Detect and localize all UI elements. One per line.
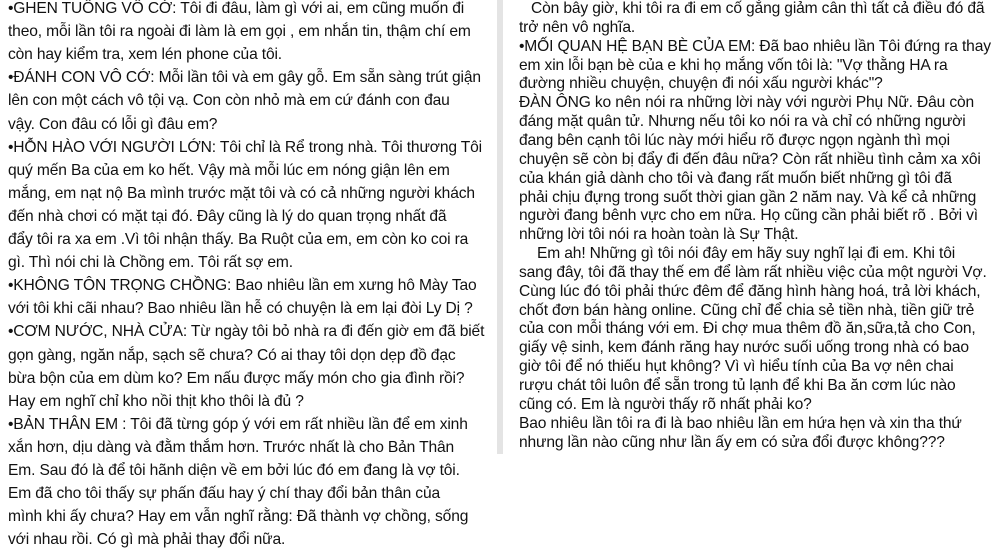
text-line: chuyện sẽ còn bị đẩy đi đến đâu nữa? Còn rất nhiều tình cảm xa xôi [519, 150, 981, 168]
text-line: của khán giả dành cho tôi và đang rất muốn biết những gì tôi đã [519, 169, 952, 187]
text-line: Bao nhiêu lần tôi ra đi là bao nhiêu lần em hứa hẹn và xin tha thứ [519, 414, 962, 432]
text-line: •ĐÁNH CON VÔ CỚ: Mỗi lần tôi và em gây gỗ. Em sẵn sàng trút giận [8, 69, 481, 87]
text-line: •HỖN HÀO VỚI NGƯỜI LỚN: Tôi chỉ là Rể trong nhà. Tôi thương Tôi [8, 138, 482, 156]
right-text-column [503, 0, 999, 454]
text-line: lên con một cách vô tội vạ. Con còn nhỏ mà em cứ đánh con đau [8, 92, 450, 110]
text-line: phải chịu đựng trong suốt thời gian gần 2 năm nay. Và kể cả những [519, 188, 977, 206]
text-line: •GHEN TUÔNG VÔ CỚ: Tôi đi đâu, làm gì với ai, em cũng muốn đi [8, 0, 465, 17]
text-line: đẩy tôi ra xa em .Vì tôi nhận thấy. Ba Ruột của em, em còn ko coi ra [8, 231, 469, 248]
text-line: giờ tôi để nó thiếu hụt không? Vì vì hiểu tính của Ba vợ nên chai [519, 358, 954, 376]
text-line: theo, mỗi lần tôi ra ngoài đi làm là em gọi , em nhắn tin, thậm chí em [8, 23, 471, 41]
text-line: Cùng lúc đó tôi phải thức đêm để đăng hình hàng hoá, trả lời khách, [519, 282, 981, 300]
text-line: rượu chát tôi luôn để sẵn trong tủ lạnh để khi Ba ăn cơm lúc nào [519, 377, 956, 394]
text-line: Hay em nghĩ chỉ kho nồi thịt kho thôi là đủ ? [8, 392, 304, 410]
text-line: vậy. Con đâu có lỗi gì đâu em? [8, 115, 218, 133]
text-line: đang bên cạnh tôi lúc này mới hiểu rõ được ngọn ngành thì mọi [519, 131, 950, 149]
text-line: với nhau rồi. Có gì mà phải thay đổi nữa. [8, 531, 286, 549]
text-line: còn hay kiểm tra, xem lén phone của tôi. [8, 46, 282, 64]
text-line: với tôi khi cãi nhau? Bao nhiêu lần hễ có chuyện là em lại đòi Ly Dị ? [8, 300, 473, 318]
text-line: bừa bộn của em dùm ko? Em nấu được mấy món cho gia đình rồi? [8, 369, 465, 387]
text-line: Em. Sau đó là để tôi hãnh diện về em bởi lúc đó em đang là vợ tôi. [8, 462, 460, 479]
text-line: nhưng lần nào cũng như lần ấy em có sửa đổi được không??? [519, 433, 945, 451]
text-line: chốt đơn bán hàng online. Cũng chỉ để chia sẻ tiền nhà, tiền giữ trẻ [519, 301, 975, 319]
text-line: đến nhà chơi có mặt tại đó. Đây cũng là lý do quan trọng nhất đã [8, 207, 447, 225]
text-line: những lời tôi nói ra hoàn toàn là Sự Thật. [519, 226, 799, 244]
text-line: người đang bênh vực cho em nữa. Họ cũng cần phải biết rõ . Bởi vì [519, 207, 978, 225]
text-line: cũng có. Em là người thấy rõ nhất phải ko? [519, 395, 812, 413]
text-line: •BẢN THÂN EM : Tôi đã từng góp ý với em rất nhiều lần để em xinh [8, 415, 468, 433]
text-line: •CƠM NƯỚC, NHÀ CỬA: Từ ngày tôi bỏ nhà ra đi đến giờ em đã biết [8, 323, 485, 341]
text-line: gì. Thì nói chi là Chồng em. Tôi rất sợ em. [8, 254, 293, 272]
text-line: mình khi ấy chưa? Hay em vẫn nghĩ rằng: Đã thành vợ chồng, sống [8, 508, 469, 526]
text-line: mắng, em nạt nộ Ba mình trước mặt tôi và có cả những người khách [8, 184, 475, 202]
text-line: •MỐI QUAN HỆ BẠN BÈ CỦA EM: Đã bao nhiêu lần Tôi đứng ra thay [519, 37, 991, 55]
text-line: gọn gàng, ngăn nắp, sạch sẽ chưa? Có ai thay tôi dọn dẹp đồ đạc [8, 346, 456, 364]
text-line: của con mỗi tháng với em. Đi chợ mua thêm đồ ăn,sữa,tả cho Con, [519, 320, 976, 338]
text-line: giấy vệ sinh, kem đánh răng hay nước suối uống trong nhà có bao [519, 339, 969, 357]
text-line: ĐÀN ÔNG ko nên nói ra những lời này với người Phụ Nữ. Đâu còn [519, 94, 975, 112]
text-line: Còn bây giờ, khi tôi ra đi em cố gắng giảm cân thì tất cả điều đó đã [531, 0, 985, 17]
text-line: sang đây, tôi đã thay thế em để làm rất nhiều việc của một người Vợ. [519, 263, 987, 281]
text-line: đường nhiều chuyện, chuyện đi nói xấu người khác"? [519, 75, 883, 93]
text-line: quý mến Ba của em ko hết. Vậy mà mỗi lúc em nóng giận lên em [8, 161, 450, 179]
text-line: Em đã cho tôi thấy sự phấn đấu hay ý chí thay đổi bản thân của [8, 485, 440, 503]
text-line: Em ah! Những gì tôi nói đây em hãy suy nghĩ lại đi em. Khi tôi [537, 245, 956, 263]
text-line: đáng mặt quân tử. Nhưng nếu tôi ko nói ra và chỉ có những người [519, 113, 966, 131]
left-text-column [0, 0, 497, 549]
text-line: xắn hơn, dịu dàng và đằm thắm hơn. Trước nhất là cho Bản Thân [8, 438, 455, 456]
text-line: trở nên vô nghĩa. [519, 18, 636, 36]
text-line: em xin lỗi bạn bè của e khi họ mắng vốn tôi là: "Vợ thằng HA ra [519, 56, 948, 74]
text-line: •KHÔNG TÔN TRỌNG CHỒNG: Bao nhiêu lần em xưng hô Mày Tao [8, 277, 477, 295]
